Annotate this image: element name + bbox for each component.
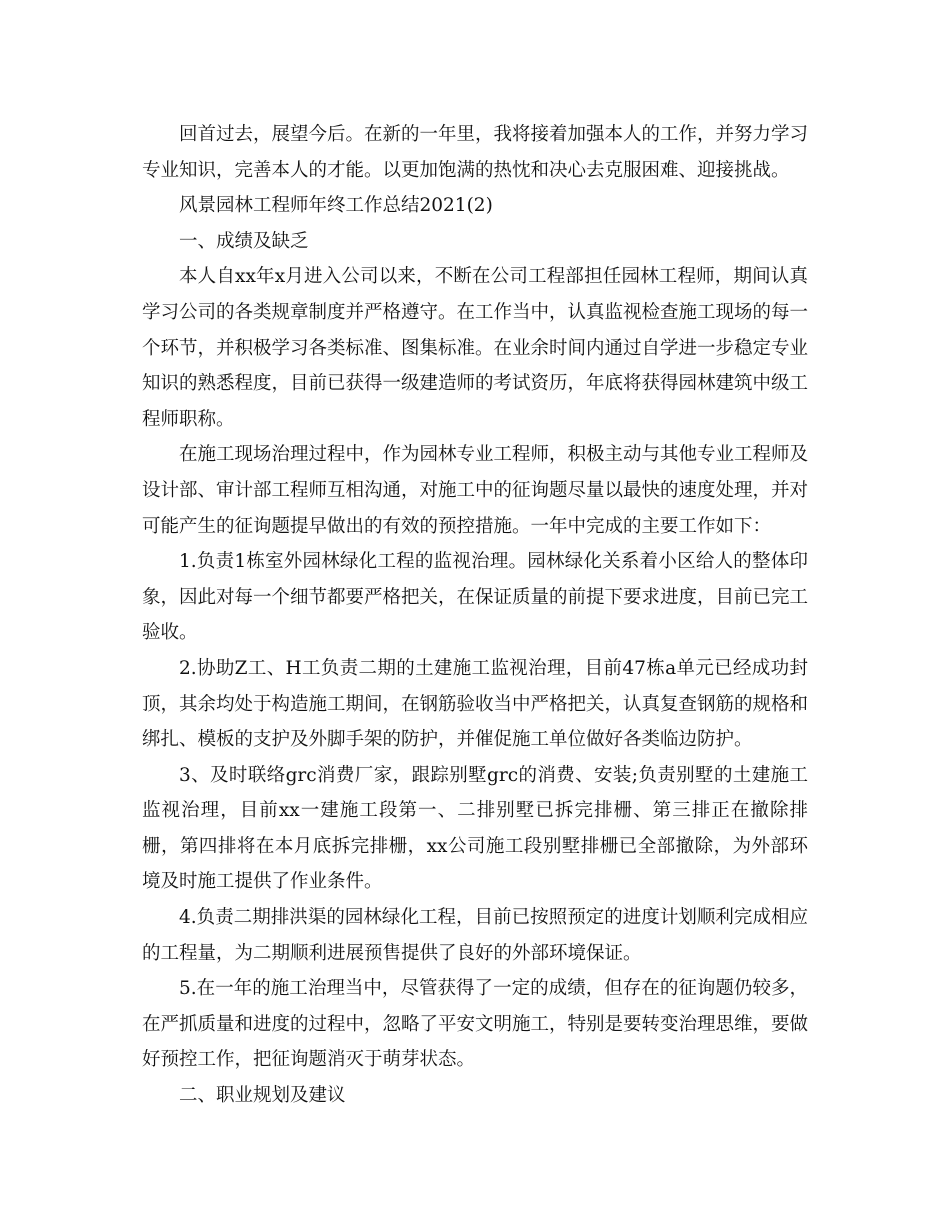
paragraph-site-management: 在施工现场治理过程中，作为园林专业工程师，积极主动与其他专业工程师及设计部、审计部工程师互相沟通，对施工中的征询题尽量以最快的速度处理，并对可能产生的征询题提早做出的有效的预控措施。一年中完成的主要工作如下： [142,444,809,537]
list-item-3: 3、及时联络grc消费厂家，跟踪别墅grc的消费、安装;负责别墅的土建施工监视治理，目前xx一建施工段第一、二排别墅已拆完排栅、第三排正在撤除排栅，第四排将在本月底拆完排栅，xx公司施工段别墅排栅已全部撤除，为外部环境及时施工提供了作业条件。 [142,764,808,893]
list-item-4: 4.负责二期排洪渠的园林绿化工程，目前已按照预定的进度计划顺利完成相应的工程量，为二期顺利进展预售提供了良好的外部环境保证。 [142,907,808,964]
paragraph-closing-remarks: 回首过去，展望今后。在新的一年里，我将接着加强本人的工作，并努力学习专业知识，完善本人的才能。以更加饱满的热忱和决心去克服困难、迎接挑战。 [142,124,809,181]
list-item-2: 2.协助Z工、H工负责二期的土建施工监视治理，目前47栋a单元已经成功封顶，其余均处于构造施工期间，在钢筋验收当中严格把关，认真复查钢筋的规格和绑扎、模板的支护及外脚手架的防护，并催促施工单位做好各类临边防护。 [142,657,809,751]
list-item-1: 1.负责1栋室外园林绿化工程的监视治理。园林绿化关系着小区给人的整体印象，因此对每一个细节都要严格把关，在保证质量的前提下要求进度，目前已完工验收。 [142,551,809,644]
document-body [142,117,808,1114]
paragraph-introduction: 本人自xx年x月进入公司以来，不断在公司工程部担任园林工程师，期间认真学习公司的各类规章制度并严格遵守。在工作当中，认真监视检查施工现场的每一个环节，并积极学习各类标准、图集标准。在业余时间内通过自学进一步稳定专业知识的熟悉程度，目前已获得一级建造师的考试资历，年底将获得园林建筑中级工程师职称。 [142,266,809,430]
section-title: 风景园林工程师年终工作总结2021(2) [179,195,493,217]
list-item-5: 5.在一年的施工治理当中，尽管获得了一定的成绩，但存在的征询题仍较多，在严抓质量和进度的过程中，忽略了平安文明施工，特别是要转变治理思维，要做好预控工作，把征询题消灭于萌芽状态。 [142,978,809,1071]
heading-career-planning: 二、职业规划及建议 [179,1085,346,1107]
heading-achievements: 一、成绩及缺乏 [179,230,309,252]
